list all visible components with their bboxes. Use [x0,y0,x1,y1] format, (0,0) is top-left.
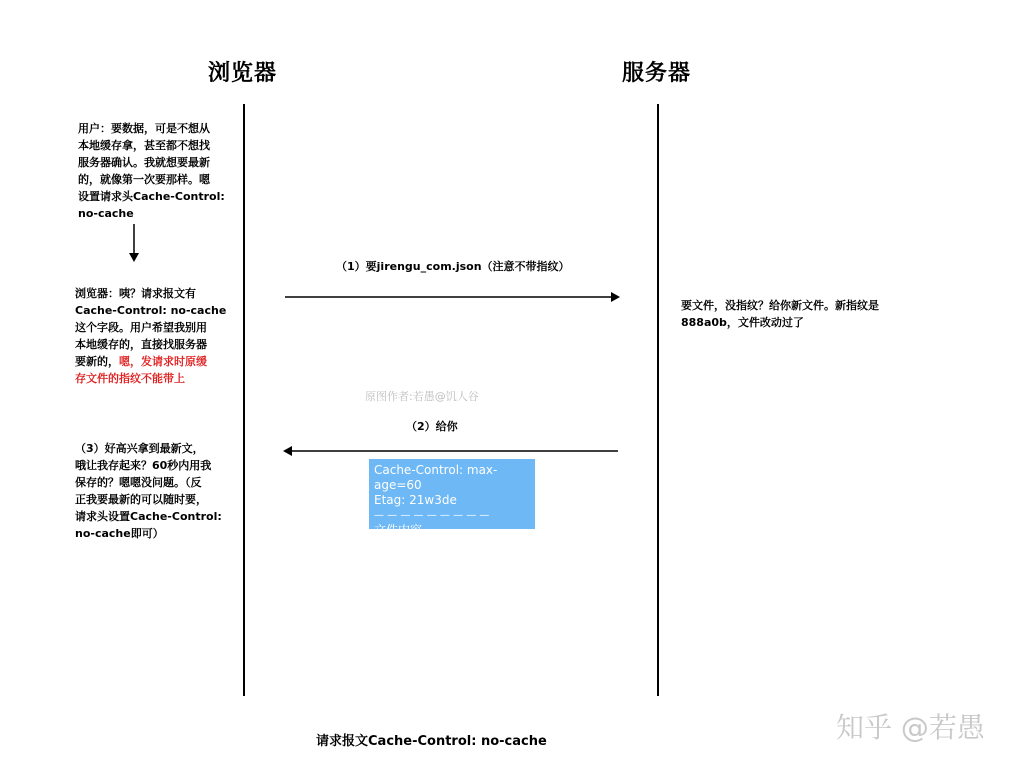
browser-note-highlight: 嗯，发请求时原缓 [119,355,207,368]
user-note-line: 设置请求头Cache-Control: [78,190,225,203]
browser-note-text: 要新的， [75,355,119,368]
user-note-line: no-cache [78,207,134,220]
user-note-line: 服务器确认。我就想要最新 [78,156,210,169]
response-header-box [369,459,535,537]
response-divider: — — — — — — — — — [374,510,490,521]
happy-note [75,440,222,542]
server-note [681,297,879,331]
browser-note-line: 这个字段。用户希望我别用 [75,321,207,334]
request-arrow [285,292,620,302]
happy-note-line: no-cache即可） [75,527,164,540]
happy-note-line: 请求头设置Cache-Control: [75,510,222,523]
browser-note-line: 浏览器：咦？请求报文有 [75,287,196,300]
zhihu-watermark: 知乎 @若愚 [836,711,985,744]
response-label: （2）给你 [406,420,458,433]
user-note-line: 的，就像第一次要那样。嗯 [78,173,210,186]
diagram-caption: 请求报文Cache-Control: no-cache [316,734,547,749]
happy-note-line: 保存的？嗯嗯没问题。（反 [75,476,202,489]
happy-note-line: （3）好高兴拿到最新文， [75,442,204,455]
happy-note-line: 正我要最新的可以随时要， [75,493,207,506]
watermark: 原图作者:若愚@饥人谷 [365,390,479,403]
user-note-line: 用户：要数据，可是不想从 [78,122,210,135]
browser-lane-title: 浏览器 [208,61,278,86]
response-body-line: 文件内容 [374,523,423,537]
response-arrow [283,446,618,456]
response-header-line: Cache-Control: max-age=60 [374,463,498,492]
user-note-line: 本地缓存拿，甚至都不想找 [78,139,210,152]
request-label: （1）要jirengu_com.json（注意不带指纹） [336,260,570,273]
browser-note-line: 本地缓存的，直接找服务器 [75,338,207,351]
down-arrow [129,224,139,262]
server-lane-title: 服务器 [622,61,692,86]
browser-note-line: Cache-Control: no-cache [75,304,227,317]
happy-note-line: 哦让我存起来？60秒内用我 [75,459,212,472]
user-note [78,120,225,222]
browser-note [75,285,226,387]
response-header-line: Etag: 21w3de [374,493,457,507]
browser-note-line [75,353,226,370]
server-note-line: 要文件，没指纹？给你新文件。新指纹是 [681,299,879,312]
browser-note-highlight: 存文件的指纹不能带上 [75,372,185,385]
server-note-line: 888a0b，文件改动过了 [681,316,804,329]
